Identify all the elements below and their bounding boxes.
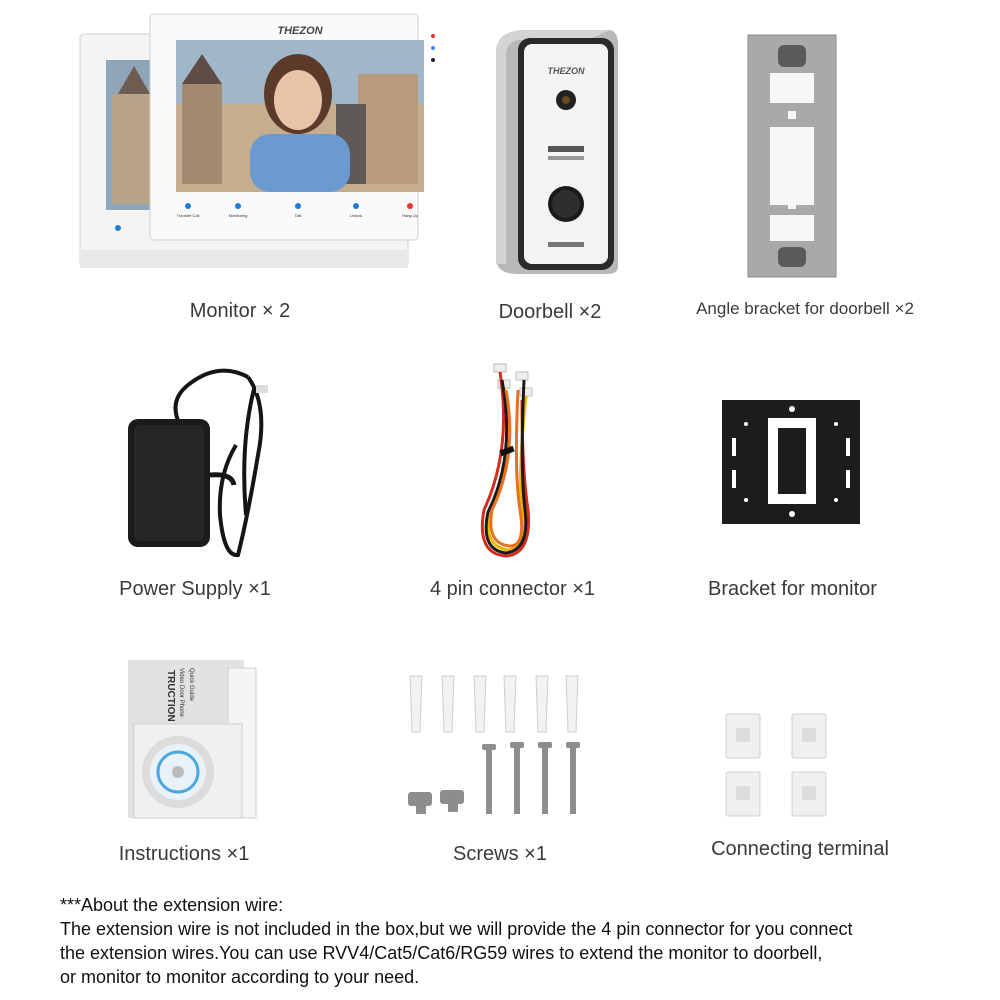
power-supply-icon (128, 365, 278, 560)
svg-text:THEZON: THEZON (547, 66, 585, 76)
note-heading: ***About the extension wire: (60, 895, 284, 915)
label-instructions: Instructions ×1 (118, 843, 250, 865)
label-screws: Screws ×1 (453, 843, 547, 865)
label-terminal: Connecting terminal (711, 838, 889, 860)
svg-text:Transfer Call: Transfer Call (176, 213, 200, 218)
label-connector: 4 pin connector ×1 (429, 578, 596, 600)
svg-text:Monitoring: Monitoring (228, 213, 248, 218)
svg-text:TRUCTION: TRUCTION (165, 670, 176, 722)
svg-text:Talk: Talk (294, 213, 302, 218)
label-angle-bracket: Angle bracket for doorbell ×2 (696, 299, 914, 318)
monitor-bracket-icon (722, 400, 862, 526)
svg-text:Hang Up: Hang Up (402, 213, 418, 218)
monitor-icon (78, 14, 418, 274)
terminal-icon (726, 714, 832, 820)
brand-logo: THEZON (277, 25, 323, 37)
svg-text:Unlock: Unlock (349, 213, 363, 218)
doorbell-icon (492, 28, 620, 278)
note-line-3: or monitor to monitor according to your need. (60, 967, 420, 987)
instructions-icon (128, 660, 260, 822)
label-monitor-bracket: Bracket for monitor (708, 578, 877, 600)
note-line-1: The extension wire is not included in the box,but we will provide the 4 pin connector for you connect (60, 919, 853, 939)
label-monitor: Monitor × 2 (189, 300, 291, 322)
angle-bracket-icon (748, 35, 838, 280)
note-line-2: the extension wires.You can use RVV4/Cat5/Cat6/RG59 wires to extend the monitor to doorbell, (60, 943, 823, 963)
connector-wire-icon (470, 360, 560, 565)
screws-icon (404, 666, 594, 822)
svg-text:Quick Guide: Quick Guide (188, 668, 194, 702)
label-doorbell: Doorbell ×2 (498, 301, 602, 323)
svg-text:Video Door Phone: Video Door Phone (178, 668, 184, 717)
label-power-supply: Power Supply ×1 (119, 578, 271, 600)
